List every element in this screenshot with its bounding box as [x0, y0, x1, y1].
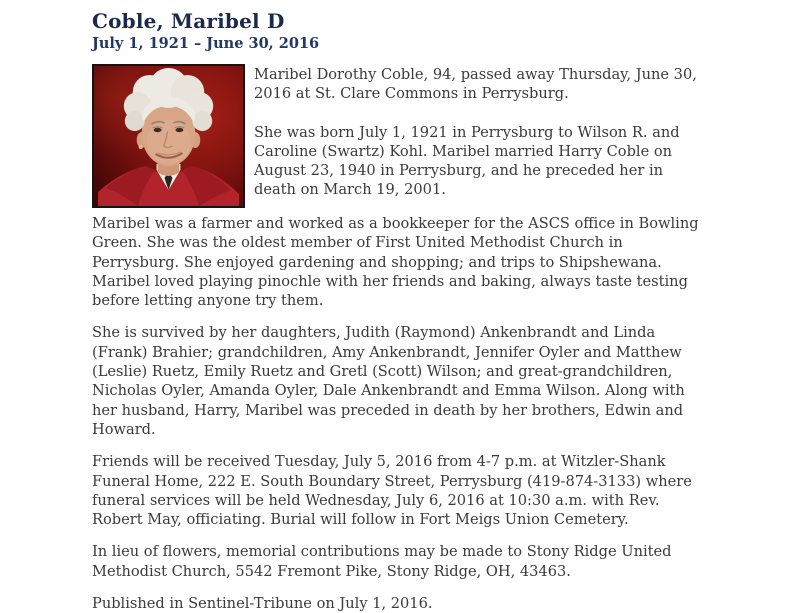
paragraph-death-notice: Maribel Dorothy Coble, 94, passed away Thursday, June 30, 2016 at St. Clare Commons in Perrysburg.: [254, 66, 697, 103]
obituary-dates: July 1, 1921 – June 30, 2016: [92, 35, 320, 52]
intro-section: [92, 64, 712, 208]
paragraph-funeral-services: Friends will be received Tuesday, July 5, 2016 from 4-7 p.m. at Witzler-Shank Funeral Home, 222 E. South Boundary Street, Perrysburg (419-874-3133) where funeral services will be held Wednesday, July 6, 2016 at 10:30 a.m. with Rev. Robert May, officiating. Burial will follow in Fort Meigs Union Cemetery.: [92, 453, 692, 529]
portrait-photo-illustration: [94, 66, 243, 206]
paragraph-birth-marriage: She was born July 1, 1921 in Perrysburg to Wilson R. and Caroline (Swartz) Kohl. Maribel married Harry Coble on August 23, 1940 in Perrysburg, and he preceded her in death on March 19, 2001.: [254, 123, 680, 199]
intro-text: [254, 64, 706, 200]
obituary-name: Coble, Maribel D: [92, 9, 285, 33]
portrait-photo: [92, 64, 245, 208]
paragraph-memorial-contributions: In lieu of flowers, memorial contributions may be made to Stony Ridge United Methodist Church, 5542 Fremont Pike, Stony Ridge, OH, 43463.: [92, 543, 672, 580]
paragraph-survivors: She is survived by her daughters, Judith (Raymond) Ankenbrandt and Linda (Frank) Brahier; grandchildren, Amy Ankenbrandt, Jennifer Oyler and Matthew (Leslie) Ruetz, Emily Ruetz and Gretl (Scott) Wilson; and great-grandchildren, Nicholas Oyler, Amanda Oyler, Dale Ankenbrandt and Emma Wilson. Along with her husband, Harry, Maribel was preceded in death by her brothers, Edwin and Howard.: [92, 324, 685, 438]
paragraph-published: Published in Sentinel-Tribune on July 1, 2016.: [92, 595, 433, 613]
paragraph-life-story: Maribel was a farmer and worked as a bookkeeper for the ASCS office in Bowling Green. She was the oldest member of First United Methodist Church in Perrysburg. She enjoyed gardening and shopping; and trips to Shipshewana. Maribel loved playing pinochle with her friends and baking, always taste testing before letting anyone try them.: [92, 215, 699, 310]
